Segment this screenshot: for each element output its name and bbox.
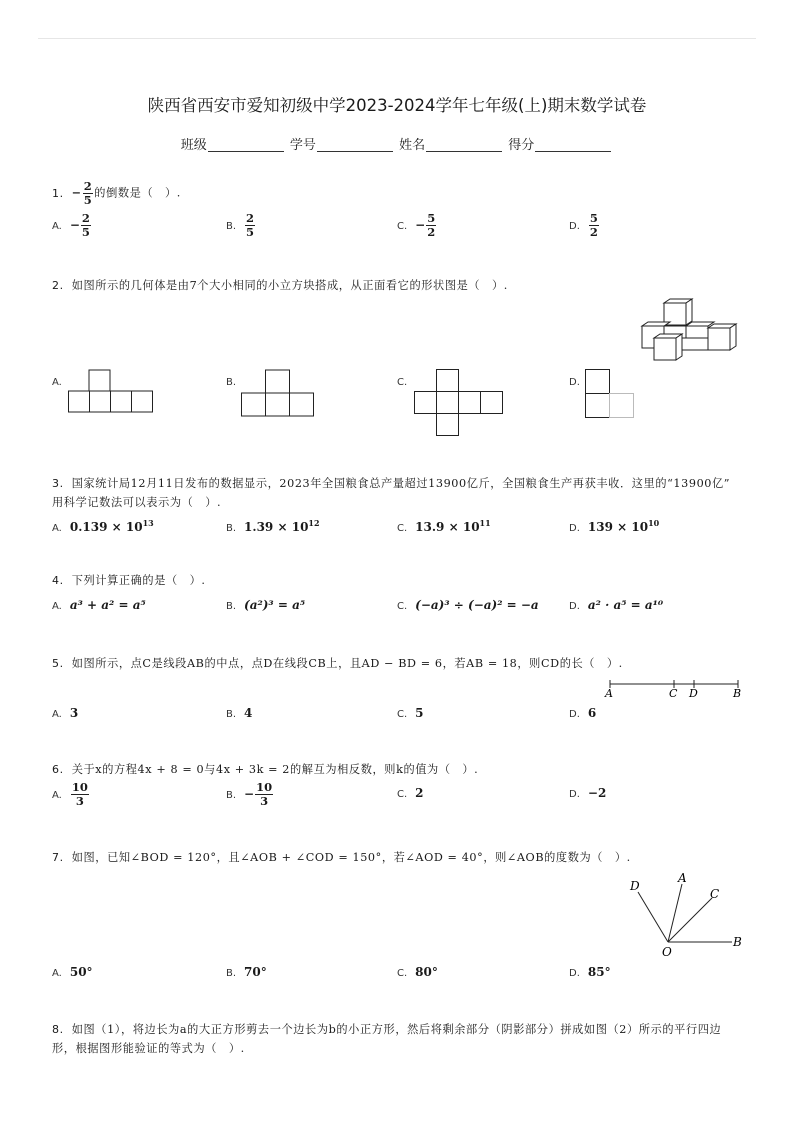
point-c-label: C	[710, 887, 720, 901]
q7-option-b[interactable]	[226, 965, 267, 979]
question-8-continued: 形，根据图形能验证的等式为（ ）.	[52, 1042, 245, 1055]
option-letter: A.	[52, 523, 62, 534]
q6-option-a[interactable]	[52, 781, 90, 808]
mantissa: 1.39	[244, 520, 274, 534]
option-letter: D.	[569, 709, 580, 720]
exponent: 10	[648, 518, 660, 528]
q5-option-d[interactable]	[569, 706, 596, 720]
segment-figure	[600, 676, 746, 700]
option-letter: A.	[52, 790, 62, 801]
denominator: 2	[427, 225, 436, 239]
option-letter: A.	[52, 377, 62, 388]
point-c-label: C	[669, 687, 678, 700]
exam-title: 陕西省西安市爱知初级中学2023-2024学年七年级(上)期末数学试卷	[147, 96, 647, 115]
option-expression: a³ + a² = a⁵	[69, 598, 146, 612]
option-fraction	[81, 212, 91, 239]
q1-option-c[interactable]	[397, 212, 437, 239]
option-a-front-view	[68, 369, 154, 413]
q4-option-c[interactable]	[397, 598, 539, 612]
option-letter: C.	[397, 709, 408, 720]
option-d-front-view	[585, 369, 637, 419]
option-letter: C.	[397, 968, 408, 979]
option-letter: D.	[569, 968, 580, 979]
numerator: 2	[83, 179, 93, 193]
option-expression: a² · a⁵ = a¹⁰	[587, 598, 664, 612]
option-expression: (−a)³ ÷ (−a)² = −a	[415, 598, 539, 612]
q7-option-a[interactable]	[52, 965, 93, 979]
question-4	[52, 572, 206, 588]
option-letter: C.	[397, 377, 408, 388]
question-text-line-1: 国家统计局12月11日发布的数据显示，2023年全国粮食总产量超过13900亿斤，全国粮食生产再获丰收．这里的“13900亿”	[71, 477, 731, 490]
q3-option-c[interactable]	[397, 518, 491, 534]
option-value: 50°	[69, 965, 93, 979]
option-letter: A.	[52, 968, 62, 979]
question-text: 如图所示的几何体是由7个大小相同的小立方块搭成，从正面看它的形状图是（ ）.	[71, 279, 508, 292]
option-letter: D.	[569, 789, 580, 800]
q3-option-d[interactable]	[569, 518, 659, 534]
option-fraction	[426, 212, 436, 239]
option-letter: A.	[52, 221, 62, 232]
question-5	[52, 655, 623, 671]
option-letter: A.	[52, 601, 62, 612]
question-1	[52, 180, 181, 207]
q6-option-d[interactable]	[569, 786, 606, 800]
question-7	[52, 849, 631, 865]
question-6	[52, 761, 478, 777]
numerator: 10	[256, 780, 273, 794]
question-number: 2.	[52, 279, 64, 292]
q6-option-c[interactable]	[397, 786, 424, 800]
question-2	[52, 277, 508, 293]
question-text-line-1: 如图（1），将边长为a的大正方形剪去一个边长为b的小正方形，然后将剩余部分（阴影部分）拼成如图（2）所示的平行四边	[71, 1023, 722, 1036]
question-number: 8.	[52, 1023, 64, 1036]
option-fraction	[245, 212, 255, 239]
option-letter: B.	[226, 523, 237, 534]
point-b-label: B	[733, 687, 742, 700]
q6-option-b[interactable]	[226, 781, 274, 808]
times-sign: ×	[617, 520, 628, 534]
point-a-label: A	[605, 687, 613, 700]
point-d-label: D	[630, 879, 640, 893]
mantissa: 13.9	[415, 520, 445, 534]
option-fraction	[255, 781, 273, 808]
q4-option-d[interactable]	[569, 598, 663, 612]
option-letter: A.	[52, 709, 62, 720]
q5-option-b[interactable]	[226, 706, 252, 720]
exponent: 13	[142, 518, 154, 528]
class-label: 班级	[180, 138, 207, 153]
option-sign: −	[69, 218, 80, 232]
question-3	[52, 475, 730, 491]
q5-option-a[interactable]	[52, 706, 78, 720]
exponent: 12	[308, 518, 320, 528]
numerator: 2	[81, 211, 90, 225]
option-letter: B.	[226, 377, 237, 388]
question-text: 如图，已知∠BOD = 120°，且∠AOB + ∠COD = 150°，若∠AOD = 40°，则∠AOB的度数为（ ）.	[71, 851, 631, 864]
question-8	[52, 1021, 721, 1037]
option-letter: B.	[226, 790, 237, 801]
denominator: 3	[260, 794, 269, 808]
option-letter: C.	[397, 221, 408, 232]
q3-option-a[interactable]	[52, 518, 154, 534]
numerator: 5	[427, 211, 436, 225]
option-letter: D.	[569, 601, 580, 612]
numerator: 2	[246, 211, 255, 225]
denominator: 2	[589, 225, 598, 239]
question-number: 6.	[52, 763, 64, 776]
q2-option-c[interactable]	[397, 374, 415, 388]
option-letter: D.	[569, 523, 580, 534]
option-value: −2	[587, 786, 607, 800]
mantissa: 139	[587, 520, 613, 534]
option-value: 2	[415, 786, 424, 800]
student-id-blank[interactable]	[317, 137, 393, 152]
question-number: 5.	[52, 657, 64, 670]
q5-option-c[interactable]	[397, 706, 424, 720]
base: 10	[631, 520, 649, 534]
option-letter: C.	[397, 601, 408, 612]
student-id-label: 学号	[289, 138, 316, 153]
option-letter: C.	[397, 789, 408, 800]
q1-option-a[interactable]	[52, 212, 92, 239]
option-value: 70°	[244, 965, 267, 979]
numerator: 10	[71, 780, 88, 794]
option-value: 4	[244, 706, 253, 720]
option-letter: D.	[569, 377, 580, 388]
name-blank[interactable]	[426, 137, 502, 152]
option-letter: C.	[397, 523, 408, 534]
option-letter: B.	[226, 221, 237, 232]
base: 10	[291, 520, 309, 534]
question-number: 1.	[52, 186, 64, 200]
top-divider	[38, 38, 756, 39]
option-c-front-view	[414, 369, 506, 437]
option-fraction	[589, 212, 599, 239]
angle-figure	[624, 868, 746, 958]
option-fraction	[71, 781, 89, 808]
base: 10	[462, 520, 480, 534]
point-d-label: D	[689, 687, 698, 700]
option-sign: −	[244, 787, 255, 801]
question-3-continued: 用科学记数法可以表示为（ ）.	[52, 496, 222, 509]
option-letter: D.	[569, 221, 580, 232]
question-text: 关于x的方程4x + 8 = 0与4x + 3k = 2的解互为相反数，则k的值为（ ）.	[71, 763, 479, 776]
student-info-line	[0, 134, 794, 153]
option-value: 80°	[415, 965, 438, 979]
stem-sign: −	[71, 185, 82, 200]
point-b-label: B	[733, 935, 742, 949]
q4-option-b[interactable]	[226, 598, 305, 612]
option-letter: B.	[226, 968, 237, 979]
denominator: 5	[246, 225, 255, 239]
score-blank[interactable]	[535, 137, 611, 152]
option-value: 5	[415, 706, 424, 720]
option-b-front-view	[241, 369, 315, 417]
point-o-label: O	[662, 945, 672, 958]
numerator: 5	[589, 211, 598, 225]
denominator: 5	[81, 225, 90, 239]
times-sign: ×	[277, 520, 288, 534]
option-expression: (a²)³ = a⁵	[244, 598, 306, 612]
exponent: 11	[479, 518, 491, 528]
q4-option-a[interactable]	[52, 598, 146, 612]
q7-option-c[interactable]	[397, 965, 438, 979]
question-number: 3.	[52, 477, 64, 490]
option-letter: B.	[226, 709, 237, 720]
question-text: 下列计算正确的是（ ）.	[71, 574, 206, 587]
question-number: 7.	[52, 851, 64, 864]
mantissa: 0.139	[69, 520, 108, 534]
option-value: 85°	[587, 965, 611, 979]
question-text: 的倒数是（ ）.	[94, 186, 181, 200]
times-sign: ×	[448, 520, 459, 534]
q3-option-b[interactable]	[226, 518, 320, 534]
option-value: 3	[69, 706, 79, 720]
times-sign: ×	[111, 520, 122, 534]
q1-option-b[interactable]	[226, 212, 256, 239]
score-label: 得分	[508, 138, 535, 153]
base: 10	[125, 520, 143, 534]
q7-option-d[interactable]	[569, 965, 611, 979]
option-letter: B.	[226, 601, 237, 612]
question-number: 4.	[52, 574, 64, 587]
class-blank[interactable]	[208, 137, 284, 152]
point-a-label: A	[678, 871, 687, 885]
q1-option-d[interactable]	[569, 212, 600, 239]
name-label: 姓名	[399, 138, 426, 153]
option-sign: −	[415, 218, 426, 232]
option-value: 6	[587, 706, 597, 720]
stem-fraction	[83, 180, 94, 207]
denominator: 3	[75, 794, 84, 808]
denominator: 5	[83, 193, 93, 207]
cube-solid-figure	[634, 298, 746, 362]
question-text: 如图所示，点C是线段AB的中点，点D在线段CB上，且AD − BD = 6，若AB = 18，则CD的长（ ）.	[71, 657, 623, 670]
